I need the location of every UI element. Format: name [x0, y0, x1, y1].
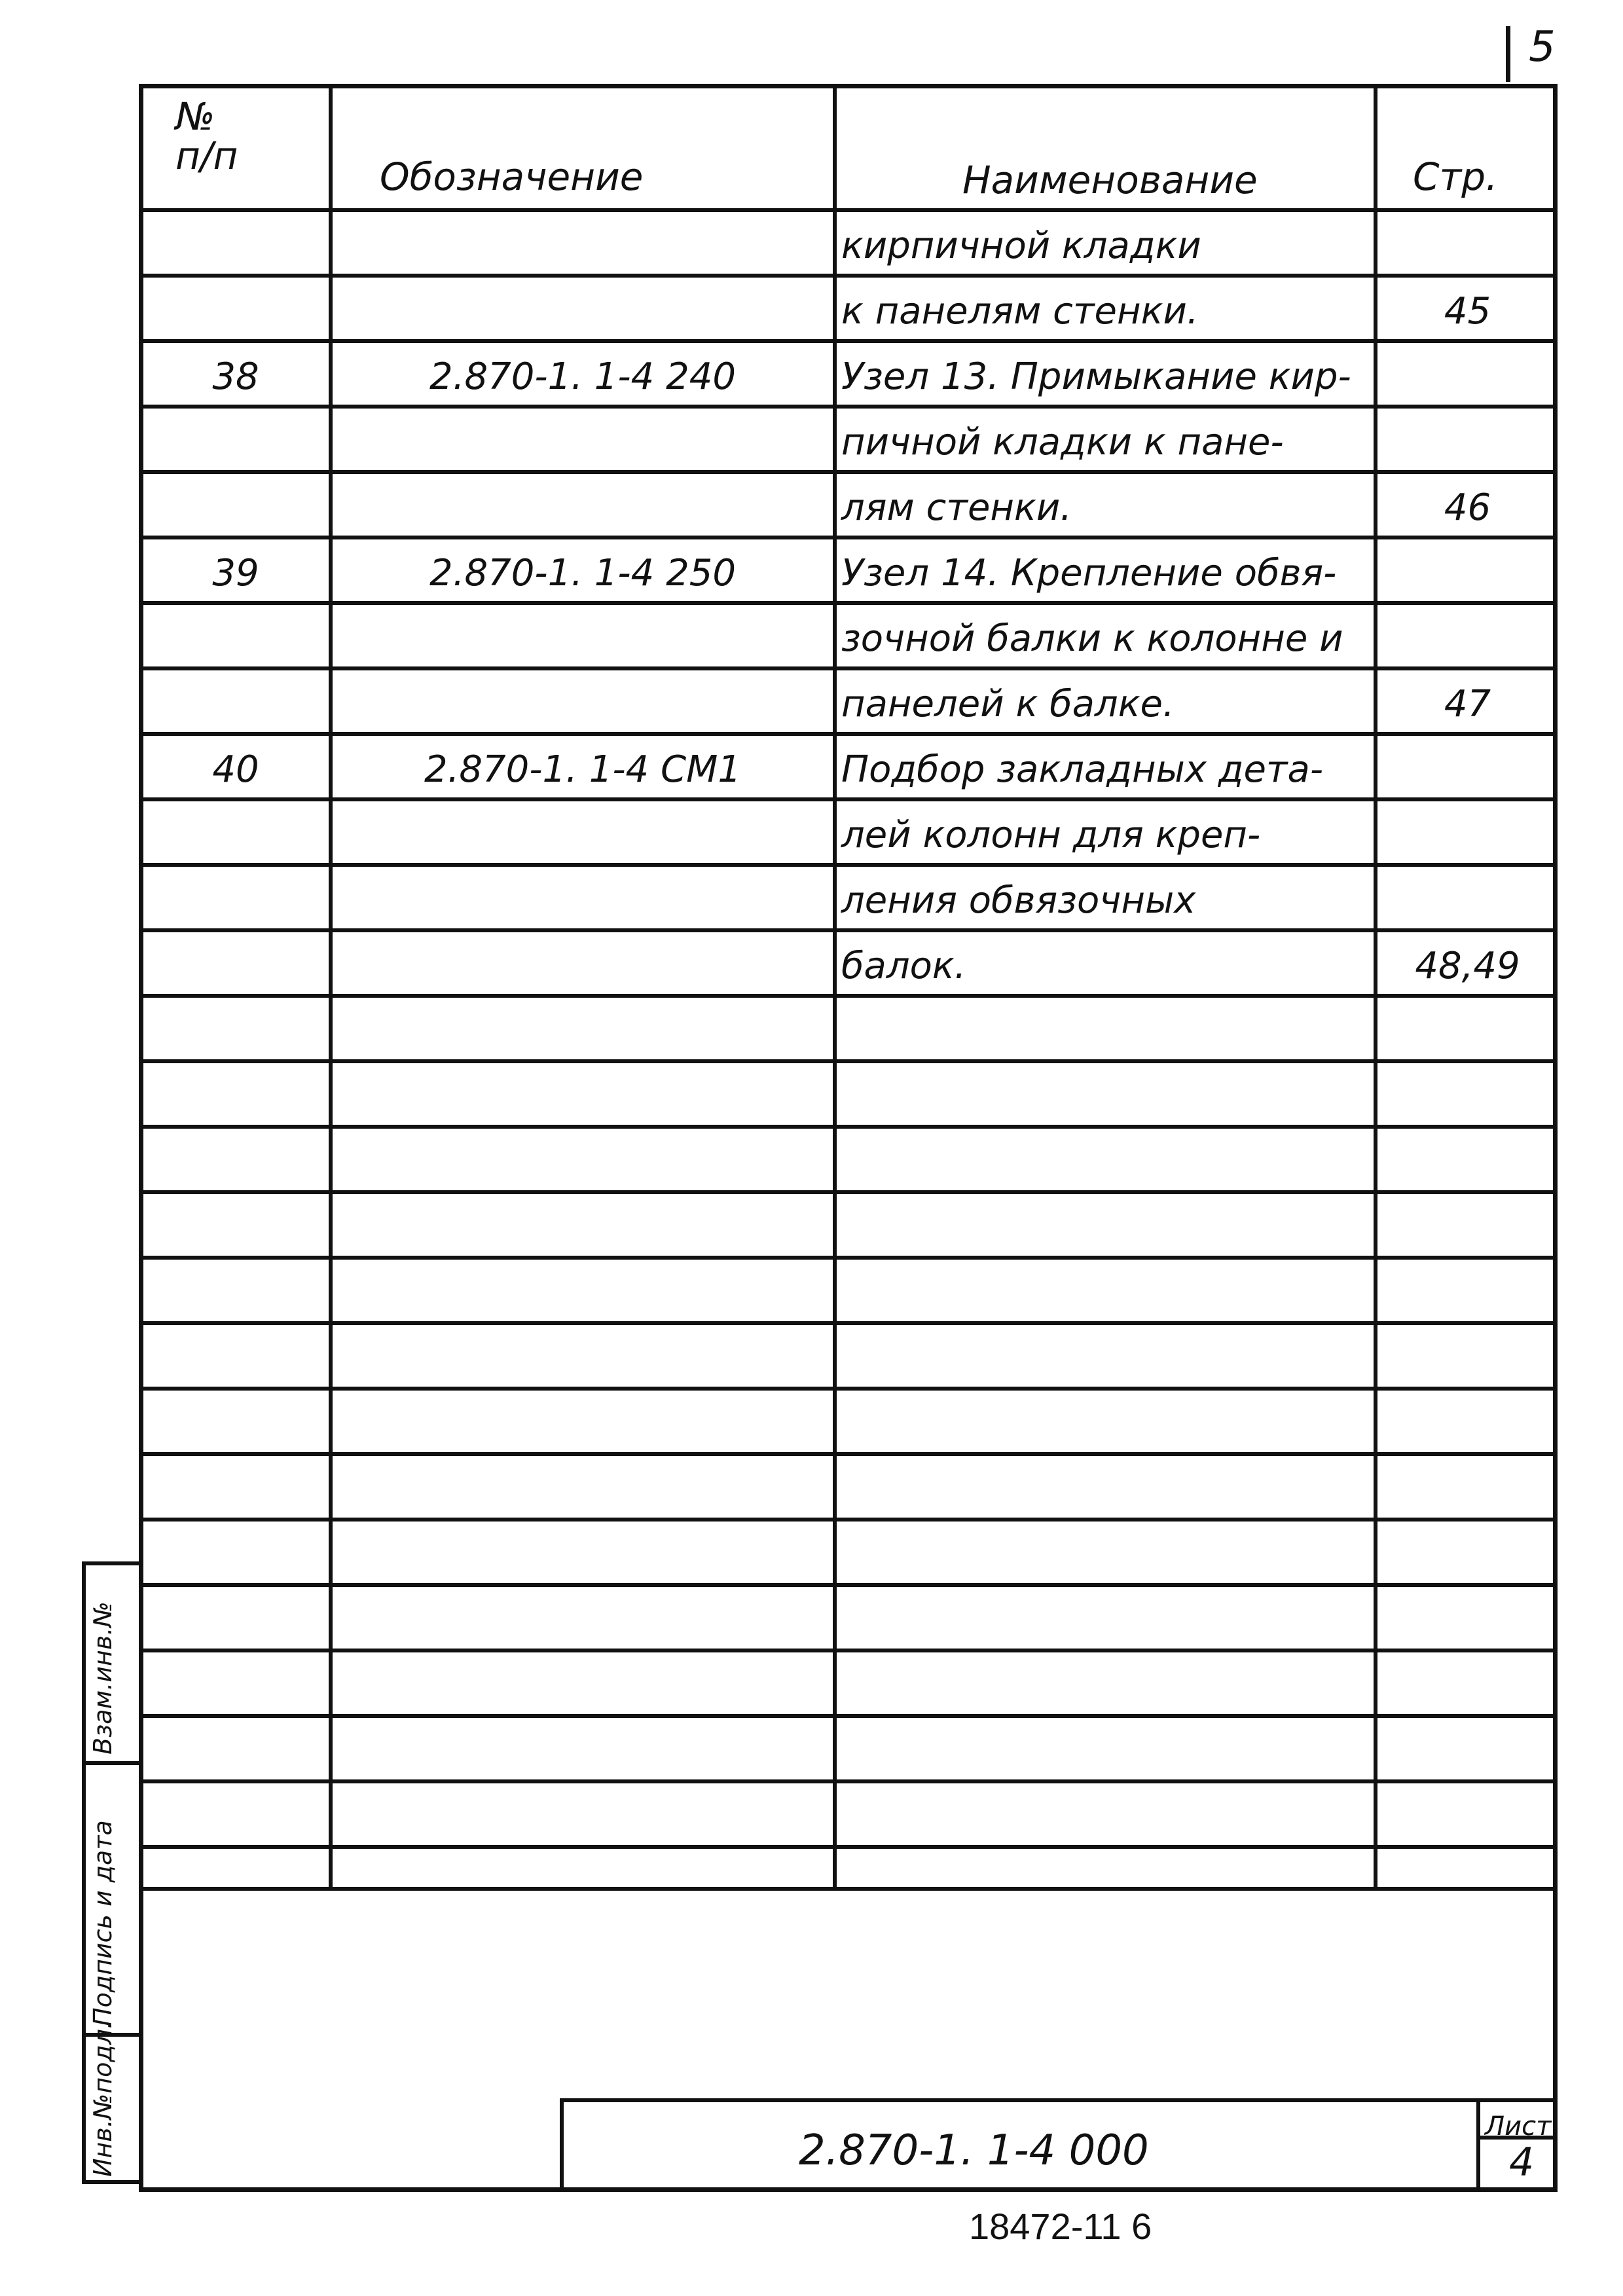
row-number: 38: [212, 355, 259, 398]
row-page: 46: [1444, 486, 1491, 529]
row-line: [139, 1452, 1558, 1456]
row-line: [139, 1190, 1558, 1194]
row-number: 39: [212, 552, 259, 594]
side-strip-bottom: [82, 2180, 141, 2184]
col-divider-3: [1374, 84, 1377, 1891]
row-line: [139, 863, 1558, 867]
side-label-inv-orig: Инв.№подл.: [88, 2020, 117, 2177]
document-frame: [139, 84, 1558, 2192]
side-label-sign-date: Подпись и дата: [88, 1820, 117, 2026]
col-divider-2: [833, 84, 837, 1891]
table-bottom: [139, 1887, 1558, 1891]
row-name: ления обвязочных: [841, 879, 1196, 922]
row-line: [139, 1779, 1558, 1783]
row-page: 45: [1444, 290, 1491, 333]
row-line: [139, 1387, 1558, 1391]
row-page: 47: [1444, 683, 1491, 725]
row-line: [139, 666, 1558, 670]
row-line: [139, 1583, 1558, 1587]
row-line: [139, 1321, 1558, 1325]
sheet-label: Лист: [1485, 2111, 1552, 2141]
row-line: [139, 1059, 1558, 1063]
row-line: [139, 405, 1558, 409]
col-divider-1: [329, 84, 333, 1891]
side-strip-top: [82, 1561, 141, 1565]
row-line: [139, 928, 1558, 932]
row-line: [139, 339, 1558, 343]
row-line: [139, 601, 1558, 605]
row-name: кирпичной кладки: [841, 225, 1201, 267]
row-line: [139, 1518, 1558, 1522]
row-line: [139, 732, 1558, 736]
row-page: 48,49: [1415, 945, 1520, 987]
title-block-sheet-divider: [1476, 2098, 1480, 2190]
title-block-left: [560, 2098, 564, 2190]
header-num: [175, 94, 238, 178]
sheet-code: 2.870-1. 1-4 000: [799, 2126, 1149, 2175]
row-line: [139, 470, 1558, 474]
row-name: Узел 14. Крепление обвя-: [841, 552, 1337, 594]
side-label-replace-inv: Взам.инв.№: [88, 1601, 117, 1755]
header-divider: [139, 208, 1558, 212]
row-designation: 2.870-1. 1-4 СМ1: [424, 748, 742, 791]
title-block-top: [560, 2098, 1558, 2102]
row-name: пичной кладки к пане-: [841, 421, 1284, 464]
row-line: [139, 1714, 1558, 1718]
row-line: [139, 1256, 1558, 1260]
row-name: Подбор закладных дета-: [841, 748, 1324, 791]
row-line: [139, 797, 1558, 801]
row-number: 40: [212, 748, 259, 791]
row-line: [139, 274, 1558, 278]
row-line: [139, 1125, 1558, 1129]
page-number: 5: [1529, 23, 1556, 71]
side-strip-outer: [82, 1561, 86, 2183]
row-line: [139, 1649, 1558, 1652]
row-line: [139, 1845, 1558, 1849]
row-name: к панелям стенки.: [841, 290, 1199, 333]
header-name: Наименование: [962, 158, 1258, 202]
header-page: Стр.: [1413, 155, 1498, 199]
row-name: лям стенки.: [841, 486, 1072, 529]
row-name: балок.: [841, 945, 966, 987]
row-name: зочной балки к колонне и: [841, 617, 1343, 660]
row-line: [139, 994, 1558, 998]
header-num-symbol: №: [175, 94, 215, 139]
row-line: [139, 536, 1558, 539]
page-number-mark: [1506, 26, 1510, 82]
row-name: панелей к балке.: [841, 683, 1175, 725]
row-name: лей колонн для креп-: [841, 814, 1261, 856]
row-designation: 2.870-1. 1-4 240: [429, 355, 736, 398]
row-designation: 2.870-1. 1-4 250: [429, 552, 736, 594]
row-name: Узел 13. Примыкание кир-: [841, 355, 1351, 398]
header-designation: Обозначение: [380, 155, 644, 199]
side-strip-sep-1: [82, 1761, 141, 1765]
header-num-label: п/п: [175, 134, 238, 178]
archive-number: 18472-11 6: [969, 2206, 1152, 2247]
sheet-number: 4: [1509, 2140, 1535, 2185]
